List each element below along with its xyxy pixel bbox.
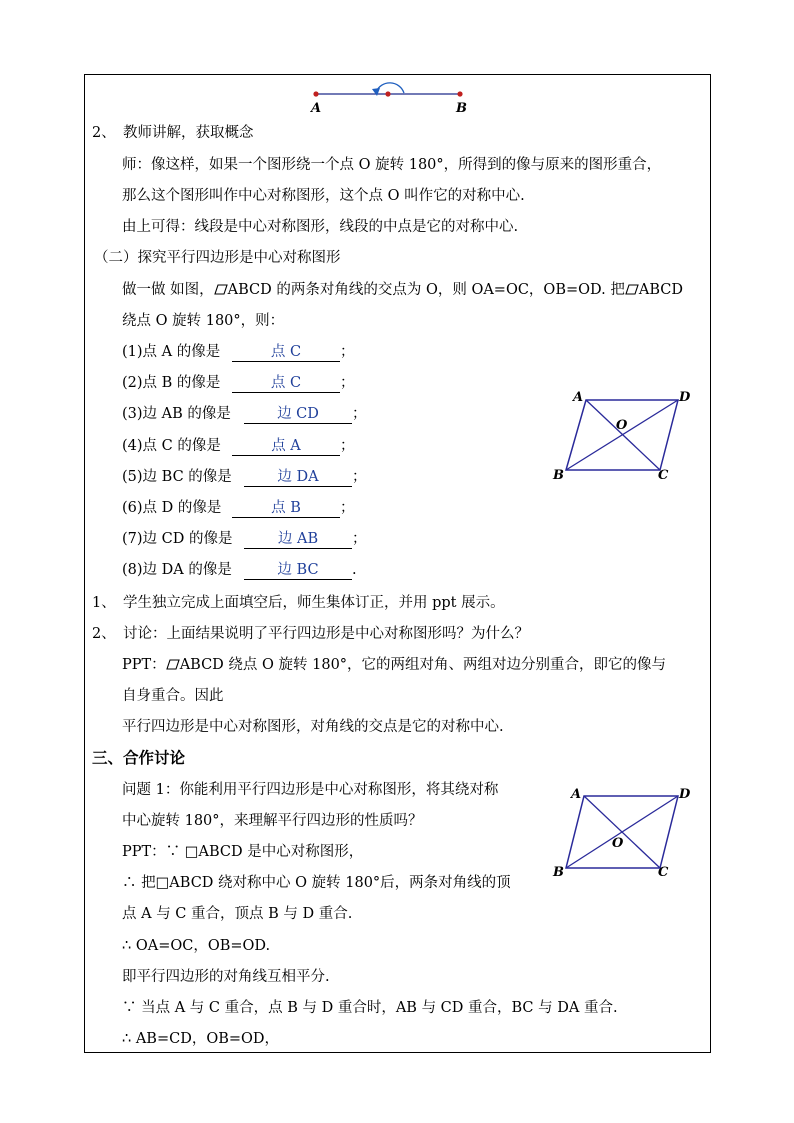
fill-in-item <box>122 436 355 456</box>
text-line: 平行四边形是中心对称图形，对角线的交点是它的对称中心. <box>122 719 504 735</box>
center-label-o: O <box>612 836 624 851</box>
text-line: 由上可得：线段是中心对称图形，线段的中点是它的对称中心. <box>122 219 519 235</box>
section-heading: （二）探究平行四边形是中心对称图形 <box>94 250 341 266</box>
step-1-text: 1、 学生独立完成上面填空后，师生集体订正，并用 ppt 展示。 <box>92 595 505 611</box>
fill-in-answer: 边 DA <box>244 469 352 487</box>
text-fragment: PPT： <box>122 657 166 673</box>
fill-in-punctuation: . <box>352 562 357 579</box>
text-line: 那么这个图形叫作中心对称图形，这个点 O 叫作它的对称中心. <box>122 188 525 204</box>
fill-in-item <box>122 373 355 393</box>
text-line: PPT：∵ □ABCD 是中心对称图形， <box>122 844 364 860</box>
text-line: 问题 1：你能利用平行四边形是中心对称图形，将其绕对称 <box>122 782 499 798</box>
parallelogram-figure-1 <box>548 386 698 486</box>
fill-in-item <box>122 467 367 487</box>
vertex-label-b: B <box>553 468 564 483</box>
vertex-label-a: A <box>571 787 582 802</box>
vertex-label-a: A <box>573 390 584 405</box>
fill-in-answer: 边 CD <box>244 406 352 424</box>
fill-in-prompt: (1)点 A 的像是 <box>122 344 221 360</box>
fill-in-item <box>122 560 357 580</box>
fill-in-item <box>122 498 355 518</box>
text-line: 绕点 O 旋转 180°，则： <box>122 313 285 329</box>
segment-point-a: A <box>311 101 322 116</box>
fill-in-prompt: (6)点 D 的像是 <box>122 500 222 516</box>
text-line: 点 A 与 C 重合，顶点 B 与 D 重合. <box>122 906 353 922</box>
fill-in-answer: 边 AB <box>244 531 352 549</box>
fill-in-punctuation: ； <box>340 500 355 516</box>
text-line: ∴ 把□ABCD 绕对称中心 O 旋转 180°后，两条对角线的顶 <box>122 875 511 891</box>
vertex-label-d: D <box>679 390 691 405</box>
vertex-label-c: C <box>658 865 669 880</box>
text-fragment: 做一做 如图， <box>122 282 214 298</box>
text-line: 自身重合。因此 <box>122 688 224 704</box>
fill-in-punctuation: ； <box>352 531 367 548</box>
fill-in-item <box>122 342 355 362</box>
fill-in-punctuation: ； <box>340 437 355 454</box>
parallelogram-symbol-icon <box>166 659 180 670</box>
section-heading-cooperative-discussion: 三、合作讨论 <box>92 748 186 767</box>
text-fragment: ABCD 绕点 O 旋转 180°，它的两组对角、两组对边分别重合，即它的像与 <box>179 657 667 673</box>
fill-in-answer: 点 A <box>232 438 340 456</box>
fill-in-prompt: (5)边 BC 的像是 <box>122 468 232 485</box>
fill-in-punctuation: ； <box>340 344 355 360</box>
text-line: ∵ 当点 A 与 C 重合，点 B 与 D 重合时，AB 与 CD 重合，BC 与 DA 重合. <box>122 1000 618 1016</box>
text-line: 师：像这样，如果一个图形绕一个点 O 旋转 180°，所得到的像与原来的图形重合， <box>122 157 662 173</box>
fill-in-punctuation: ； <box>352 468 367 485</box>
fill-in-punctuation: ； <box>340 375 355 392</box>
segment-point-b: B <box>456 101 467 116</box>
fill-in-answer: 点 C <box>232 375 340 393</box>
text-line <box>122 280 683 300</box>
text-line <box>122 655 666 675</box>
parallelogram-figure-2 <box>548 780 698 880</box>
fill-in-prompt: (7)边 CD 的像是 <box>122 531 233 548</box>
vertex-label-b: B <box>553 865 564 880</box>
center-label-o: O <box>616 418 628 433</box>
step-2-text: 2、 讨论：上面结果说明了平行四边形是中心对称图形吗？为什么？ <box>92 626 529 642</box>
fill-in-item <box>122 404 367 424</box>
vertex-label-c: C <box>658 468 669 483</box>
fill-in-prompt: (4)点 C 的像是 <box>122 437 221 454</box>
text-line: 中心旋转 180°，来理解平行四边形的性质吗？ <box>122 813 423 829</box>
fill-in-prompt: (2)点 B 的像是 <box>122 375 221 392</box>
text-fragment: ABCD <box>638 282 683 298</box>
text-line: 即平行四边形的对角线互相平分. <box>122 969 330 985</box>
fill-in-answer: 点 B <box>232 500 340 518</box>
fill-in-prompt: (3)边 AB 的像是 <box>122 406 231 423</box>
segment-rotation-figure <box>300 74 480 116</box>
fill-in-answer: 点 C <box>232 344 340 362</box>
parallelogram-symbol-icon <box>214 284 228 295</box>
parallelogram-symbol-icon <box>625 284 639 295</box>
fill-in-prompt: (8)边 DA 的像是 <box>122 562 232 579</box>
fill-in-answer: 边 BC <box>244 562 352 580</box>
step-2-heading: 2、 教师讲解，获取概念 <box>92 125 254 141</box>
text-line: ∴ AB=CD，OB=OD， <box>122 1031 280 1047</box>
fill-in-punctuation: ； <box>352 406 367 423</box>
fill-in-item <box>122 529 367 549</box>
text-fragment: ABCD 的两条对角线的交点为 O，则 OA=OC，OB=OD. 把 <box>227 282 625 298</box>
vertex-label-d: D <box>679 787 691 802</box>
text-line: ∴ OA=OC，OB=OD. <box>122 938 271 954</box>
